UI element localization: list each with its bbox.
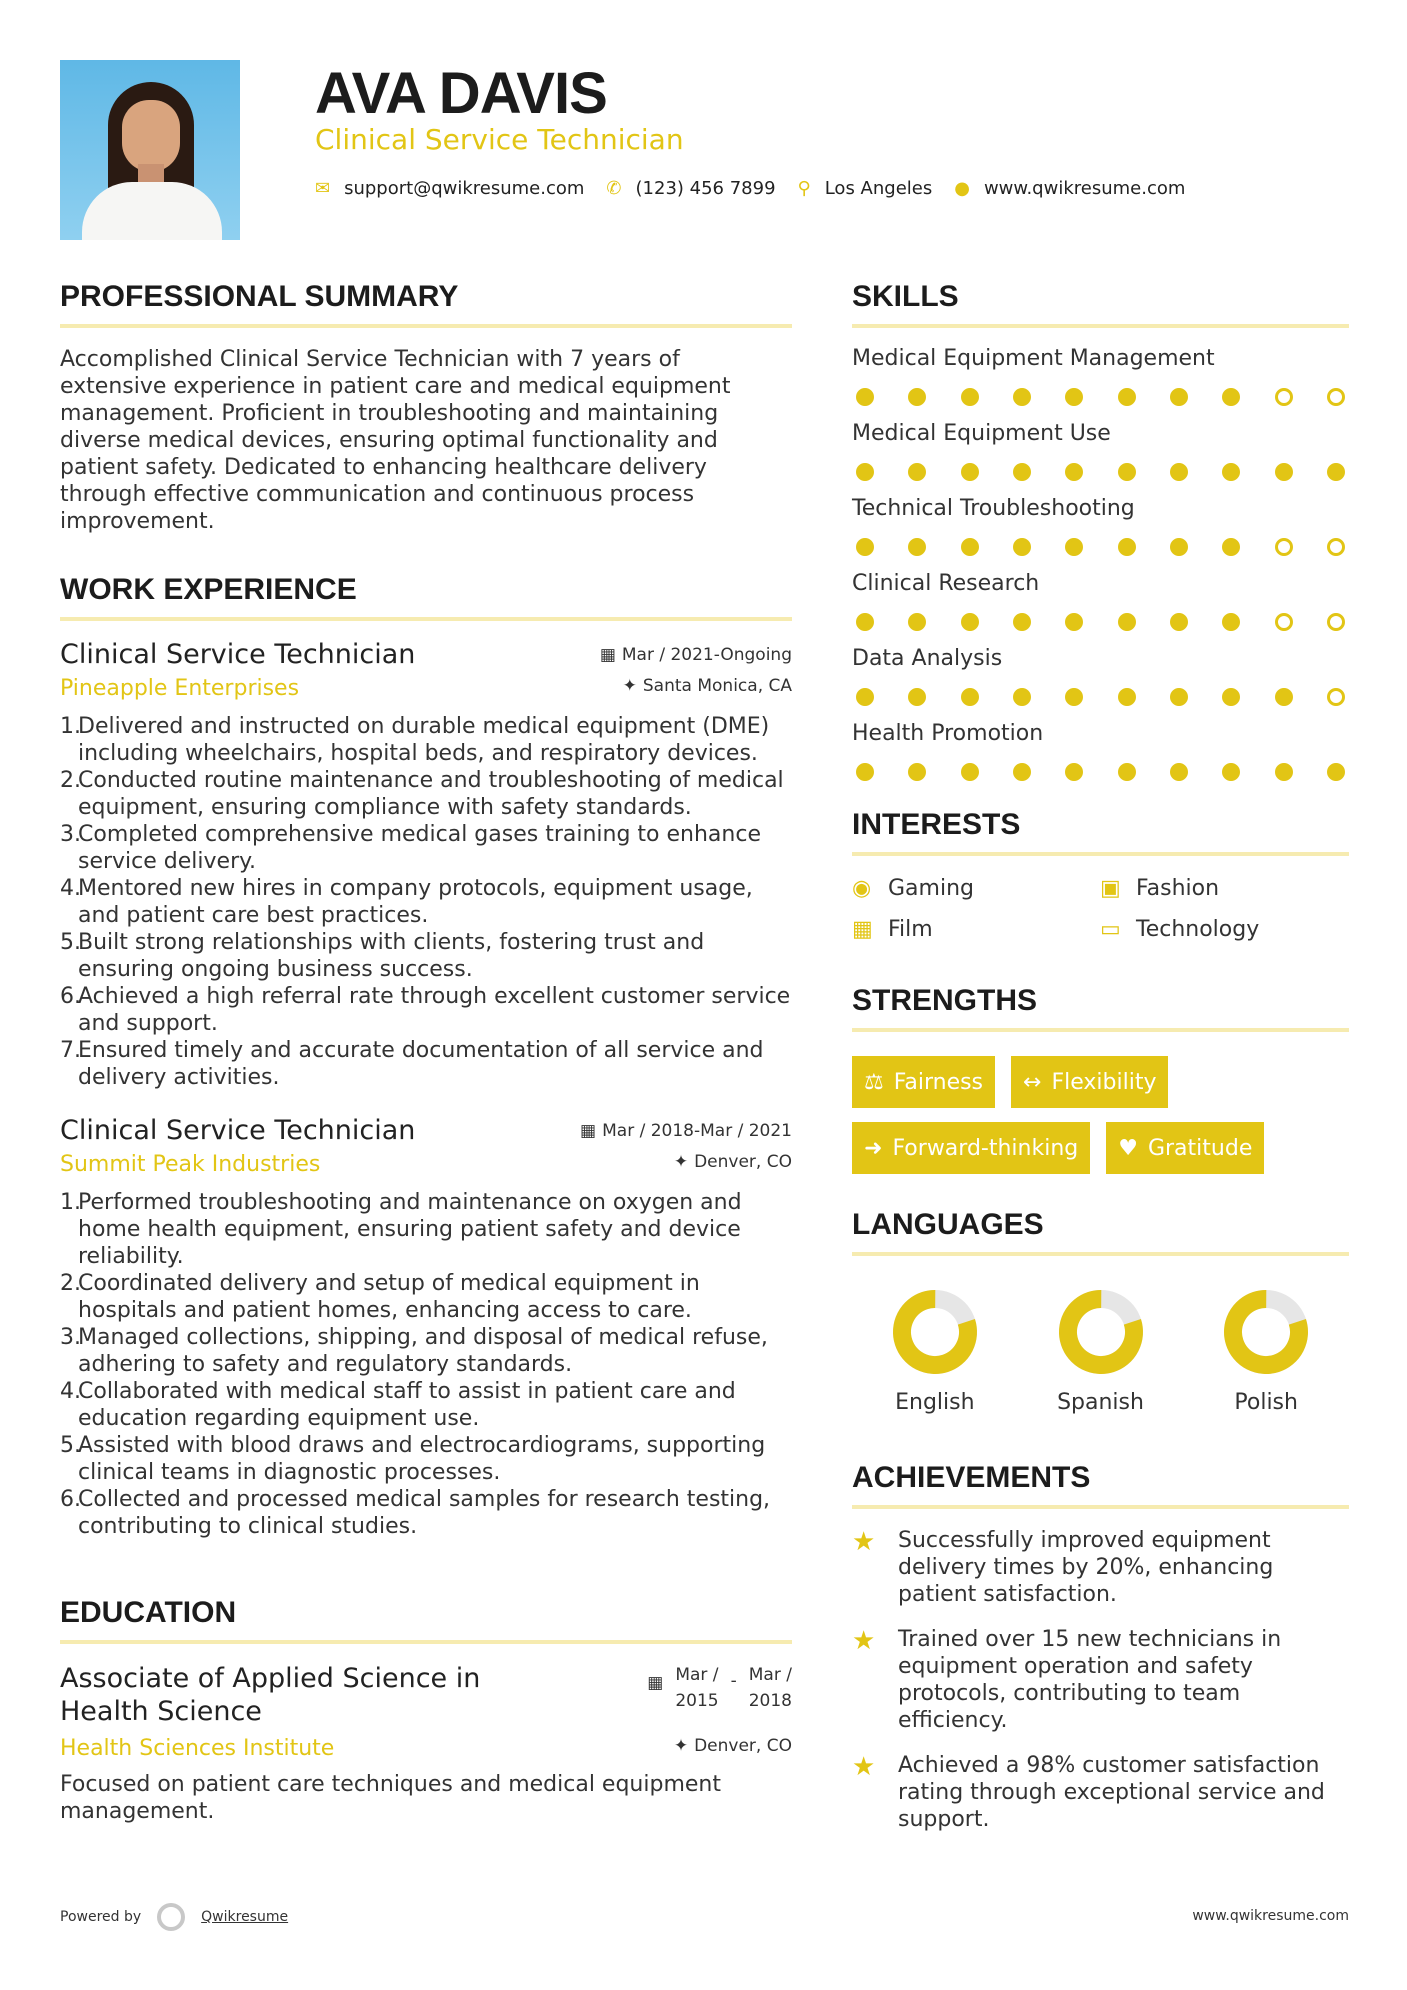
list-item: 1. Delivered and instructed on durable medical equipment (DME) including wheelchairs, hospital beds, and respiratory devices. [60,714,770,766]
strengths-title: STRENGTHS [852,984,1349,1032]
job-bullets [60,1189,792,1540]
list-item: 2. Conducted routine maintenance and troubleshooting of medical equipment, ensuring compliance with safety standards. [60,768,784,820]
rating-dot [1275,763,1293,781]
language-item [852,1288,1018,1415]
rating-dot [1327,388,1345,406]
rating-dot [1222,388,1240,406]
rating-dot [1170,538,1188,556]
rating-dot [856,538,874,556]
arrow-right-icon: ➜ [864,1135,883,1161]
job-date: Mar / 2021-Ongoing [621,645,792,665]
rating-dot [1118,688,1136,706]
language-name: Spanish [1057,1390,1144,1415]
strength-badge: ⚖ Fairness [852,1056,995,1108]
rating-dot [1118,613,1136,631]
achievement-item: ★ Successfully improved equipment delivery times by 20%, enhancing patient satisfaction. [852,1527,1274,1607]
skill-rating [852,603,1349,640]
job-location: Santa Monica, CA [642,676,792,696]
languages-title: LANGUAGES [852,1208,1349,1256]
rating-dot [961,388,979,406]
balance-scale-icon: ⚖ [864,1069,884,1095]
language-donut [1057,1288,1145,1376]
education-description: Focused on patient care techniques and medical equipment management. [60,1772,721,1824]
education-entry [60,1662,792,1825]
language-item [1183,1288,1349,1415]
job-entry [60,639,792,1091]
interest-item: ▦ Film [852,917,933,942]
contact-email[interactable]: support@qwikresume.com [344,178,585,199]
star-icon: ★ [852,1527,876,1557]
rating-dot [961,688,979,706]
calendar-icon: ▦ [599,645,616,665]
rating-dot [961,538,979,556]
laptop-icon: ▭ [1100,917,1121,942]
language-donut [891,1288,979,1376]
film-icon: ▦ [852,917,873,942]
rating-dot [1170,463,1188,481]
rating-dot [1065,613,1083,631]
job-location: Denver, CO [694,1152,792,1172]
interest-item: ◉ Gaming [852,876,974,901]
candidate-name: AVA DAVIS [315,61,607,126]
summary-text: Accomplished Clinical Service Technician with 7 years of extensive experience in patient care and medical equipment management. Proficient in troubleshooting and maintaining diverse medical devices, ensuring optimal functionality and patient safety. Dedicated to enhancing healthcare delivery through effective communication and continuous process improvement. [60,347,731,534]
list-item: 6. Collected and processed medical samples for research testing, contributing to clinical studies. [60,1487,771,1539]
rating-dot [1013,463,1031,481]
rating-dot [1118,538,1136,556]
footer-powered-by [60,1903,288,1931]
rating-dot [1170,688,1188,706]
rating-dot [1013,763,1031,781]
globe-icon: ● [954,178,970,199]
rating-dot [1170,763,1188,781]
summary-title: PROFESSIONAL SUMMARY [60,280,792,328]
edu-start-year: 2015 [675,1691,719,1711]
job-entry [60,1115,792,1540]
rating-dot [961,763,979,781]
interest-item: ▣ Fashion [1100,876,1220,901]
pin-icon: ✦ [673,1152,689,1172]
rating-dot [961,613,979,631]
list-item: 4. Collaborated with medical staff to assist in patient care and education regarding equipment use. [60,1379,736,1431]
rating-dot [908,538,926,556]
edu-end-month: Mar / [748,1665,792,1685]
rating-dot [856,388,874,406]
edu-start-month: Mar / [675,1665,719,1685]
interest-item: ▭ Technology [1100,917,1260,942]
list-item: 5. Assisted with blood draws and electrocardiograms, supporting clinical teams in diagnostic processes. [60,1433,766,1485]
envelope-icon: ✉ [315,178,331,199]
skill-name: Clinical Research [852,571,1040,596]
rating-dot [1222,688,1240,706]
rating-dot [1275,688,1293,706]
rating-dot [1065,538,1083,556]
rating-dot [908,388,926,406]
interests-title: INTERESTS [852,808,1349,856]
shopping-bag-icon: ▣ [1100,876,1121,901]
rating-dot [1013,538,1031,556]
list-item: 2. Coordinated delivery and setup of medical equipment in hospitals and patient homes, enhancing access to care. [60,1271,700,1323]
gamepad-icon: ◉ [852,876,872,901]
rating-dot [856,613,874,631]
list-item: 6. Achieved a high referral rate through excellent customer service and support. [60,984,791,1036]
language-name: English [895,1390,975,1415]
job-date: Mar / 2018-Mar / 2021 [602,1121,792,1141]
rating-dot [1065,463,1083,481]
skill-item [852,490,1349,565]
rating-dot [856,763,874,781]
rating-dot [1118,463,1136,481]
rating-dot [908,463,926,481]
pin-icon: ✦ [673,1736,689,1756]
rating-dot [856,463,874,481]
rating-dot [1222,613,1240,631]
job-title: Clinical Service Technician [60,639,416,670]
arrows-horizontal-icon: ↔ [1023,1069,1042,1095]
contact-location: Los Angeles [824,178,933,199]
rating-dot [1327,688,1345,706]
job-title: Clinical Service Technician [60,1115,416,1146]
qwikresume-logo-icon [157,1903,185,1931]
skill-name: Data Analysis [852,646,1003,671]
strength-badge: ♥ Gratitude [1106,1122,1264,1174]
skill-item [852,715,1349,790]
rating-dot [908,763,926,781]
language-name: Polish [1234,1390,1298,1415]
list-item: 4. Mentored new hires in company protocols, equipment usage, and patient care best practices. [60,876,753,928]
skill-item [852,565,1349,640]
contact-row [315,178,1207,199]
job-company: Summit Peak Industries [60,1152,321,1177]
rating-dot [1327,538,1345,556]
star-icon: ★ [852,1752,876,1782]
language-item [1018,1288,1184,1415]
contact-phone[interactable]: (123) 456 7899 [635,178,776,199]
star-icon: ★ [852,1626,876,1656]
list-item: 3. Managed collections, shipping, and disposal of medical refuse, adhering to safety and regulatory standards. [60,1325,768,1377]
list-item: 5. Built strong relationships with clients, fostering trust and ensuring ongoing business success. [60,930,705,982]
achievement-item: ★ Achieved a 98% customer satisfaction rating through exceptional service and support. [852,1752,1325,1832]
candidate-role: Clinical Service Technician [315,123,684,156]
rating-dot [1065,388,1083,406]
skill-name: Medical Equipment Management [852,346,1215,371]
rating-dot [1118,763,1136,781]
skill-rating [852,378,1349,415]
rating-dot [1170,388,1188,406]
rating-dot [1327,763,1345,781]
languages-list [852,1288,1349,1415]
achievements-title: ACHIEVEMENTS [852,1461,1349,1509]
skill-name: Medical Equipment Use [852,421,1111,446]
rating-dot [1065,763,1083,781]
skills-title: SKILLS [852,280,1349,328]
degree-title: Associate of Applied Science in Health Science [60,1663,481,1727]
heart-icon: ♥ [1118,1135,1138,1161]
experience-title: WORK EXPERIENCE [60,573,792,621]
rating-dot [1013,613,1031,631]
calendar-icon: ▦ [580,1121,597,1141]
language-donut [1222,1288,1310,1376]
rating-dot [908,688,926,706]
edu-date-separator: - [730,1671,737,1691]
rating-dot [1275,463,1293,481]
skill-item [852,640,1349,715]
rating-dot [908,613,926,631]
strength-badge: ➜ Forward-thinking [852,1122,1090,1174]
pin-icon: ✦ [622,676,637,696]
rating-dot [961,463,979,481]
rating-dot [1222,763,1240,781]
achievement-item: ★ Trained over 15 new technicians in equipment operation and safety protocols, contributing to team efficiency. [852,1626,1282,1733]
rating-dot [1275,538,1293,556]
rating-dot [1065,688,1083,706]
left-column [60,280,792,1825]
phone-icon: ✆ [606,178,622,199]
skill-name: Health Promotion [852,721,1044,746]
skill-rating [852,528,1349,565]
profile-photo [60,60,240,240]
rating-dot [1275,388,1293,406]
powered-by-label: Powered by [60,1909,142,1925]
right-column [852,280,1349,1833]
rating-dot [1222,463,1240,481]
rating-dot [1170,613,1188,631]
rating-dot [1275,613,1293,631]
rating-dot [1118,388,1136,406]
skill-rating [852,678,1349,715]
list-item: 3. Completed comprehensive medical gases training to enhance service delivery. [60,822,761,874]
skills-list [852,340,1349,790]
list-item: 1. Performed troubleshooting and maintenance on oxygen and home health equipment, ensuring patient safety and device reliability. [60,1190,742,1269]
contact-website[interactable]: www.qwikresume.com [983,178,1186,199]
skill-rating [852,453,1349,490]
brand-link[interactable]: Qwikresume [201,1909,289,1925]
education-title: EDUCATION [60,1596,792,1644]
location-pin-icon: ⚲ [797,178,811,199]
skill-rating [852,753,1349,790]
footer-url[interactable]: www.qwikresume.com [1192,1908,1349,1924]
rating-dot [1327,613,1345,631]
school-location: Denver, CO [694,1736,792,1756]
strength-badge: ↔ Flexibility [1011,1056,1168,1108]
edu-end-year: 2018 [748,1691,792,1711]
rating-dot [1013,388,1031,406]
strengths-list [852,1056,1349,1174]
school-name: Health Sciences Institute [60,1736,335,1761]
job-bullets [60,713,792,1091]
rating-dot [1327,463,1345,481]
rating-dot [856,688,874,706]
skill-item [852,340,1349,415]
calendar-icon: ▦ [647,1673,664,1693]
list-item: 7. Ensured timely and accurate documentation of all service and delivery activities. [60,1038,764,1090]
achievements-list [852,1527,1349,1833]
rating-dot [1222,538,1240,556]
interests-list [852,876,1349,942]
job-company: Pineapple Enterprises [60,676,300,701]
rating-dot [1013,688,1031,706]
skill-name: Technical Troubleshooting [852,496,1135,521]
skill-item [852,415,1349,490]
